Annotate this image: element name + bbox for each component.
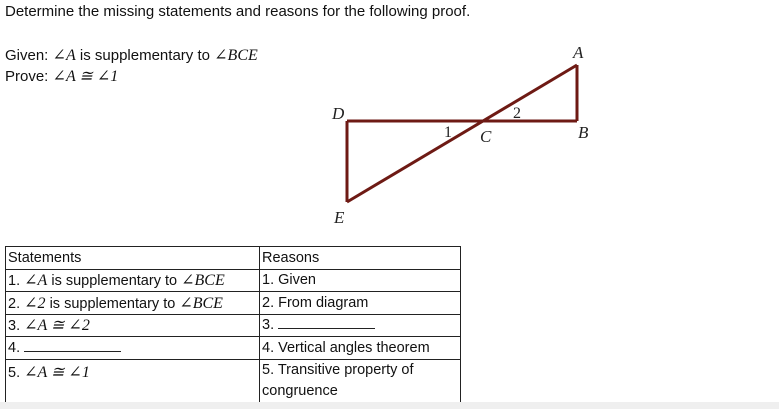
reason-3 bbox=[260, 314, 461, 337]
statement-4 bbox=[6, 337, 260, 360]
prove-statement: ∠A ≅ ∠1 bbox=[52, 68, 119, 85]
angle-2-label: 2 bbox=[513, 105, 521, 122]
reason-4: 4. Vertical angles theorem bbox=[260, 337, 461, 360]
bottom-scroll-edge bbox=[0, 402, 779, 409]
statement-3-text: ∠A ≅ ∠2 bbox=[24, 317, 90, 335]
statement-1-text: is supplementary to bbox=[51, 273, 178, 290]
statement-5 bbox=[6, 359, 260, 402]
label-d: D bbox=[332, 104, 345, 123]
header-reasons: Reasons bbox=[260, 247, 461, 270]
given-line bbox=[5, 45, 258, 65]
statement-4-blank[interactable] bbox=[24, 340, 121, 352]
reason-3-num: 3. bbox=[262, 317, 275, 334]
label-b: B bbox=[578, 123, 589, 142]
table-row bbox=[6, 314, 461, 337]
prove-line bbox=[5, 66, 118, 86]
proof-table bbox=[5, 246, 461, 403]
statement-5-num: 5. bbox=[8, 364, 21, 381]
geometry-figure bbox=[320, 38, 620, 233]
header-statements: Statements bbox=[6, 247, 260, 270]
given-text: is supplementary to bbox=[79, 47, 210, 64]
given-angle-bce: ∠BCE bbox=[214, 47, 258, 64]
reason-2: 2. From diagram bbox=[260, 292, 461, 315]
statement-1-num: 1. bbox=[8, 273, 21, 290]
statement-2-angle-2: ∠2 bbox=[24, 294, 46, 312]
statement-2 bbox=[6, 292, 260, 315]
given-label: Given: bbox=[5, 47, 49, 64]
reason-1: 1. Given bbox=[260, 269, 461, 292]
table-row bbox=[6, 292, 461, 315]
statement-1-angle-a: ∠A bbox=[24, 272, 48, 290]
given-angle-a: ∠A bbox=[52, 47, 76, 64]
statement-4-num: 4. bbox=[8, 339, 21, 356]
instructions: Determine the missing statements and reasons for the following proof. bbox=[5, 3, 471, 20]
reason-5 bbox=[260, 359, 461, 402]
label-c: C bbox=[480, 127, 492, 146]
statement-2-angle-bce: ∠BCE bbox=[179, 294, 223, 312]
table-row bbox=[6, 359, 461, 402]
statement-3 bbox=[6, 314, 260, 337]
statement-5-text: ∠A ≅ ∠1 bbox=[24, 363, 90, 381]
label-a: A bbox=[573, 43, 584, 62]
reason-5-line-1: 5. Transitive property of bbox=[262, 361, 414, 378]
segment-ea bbox=[347, 65, 577, 202]
statement-1-angle-bce: ∠BCE bbox=[181, 272, 225, 290]
statement-2-num: 2. bbox=[8, 295, 21, 312]
table-row bbox=[6, 269, 461, 292]
reason-3-blank[interactable] bbox=[278, 317, 375, 329]
statement-2-text: is supplementary to bbox=[49, 295, 176, 312]
angle-1-label: 1 bbox=[444, 124, 452, 141]
reason-5-line-2: congruence bbox=[262, 382, 338, 399]
prove-label: Prove: bbox=[5, 68, 49, 85]
label-e: E bbox=[334, 208, 345, 227]
statement-3-num: 3. bbox=[8, 318, 21, 335]
table-row bbox=[6, 337, 461, 360]
statement-1 bbox=[6, 269, 260, 292]
table-header-row bbox=[6, 247, 461, 270]
